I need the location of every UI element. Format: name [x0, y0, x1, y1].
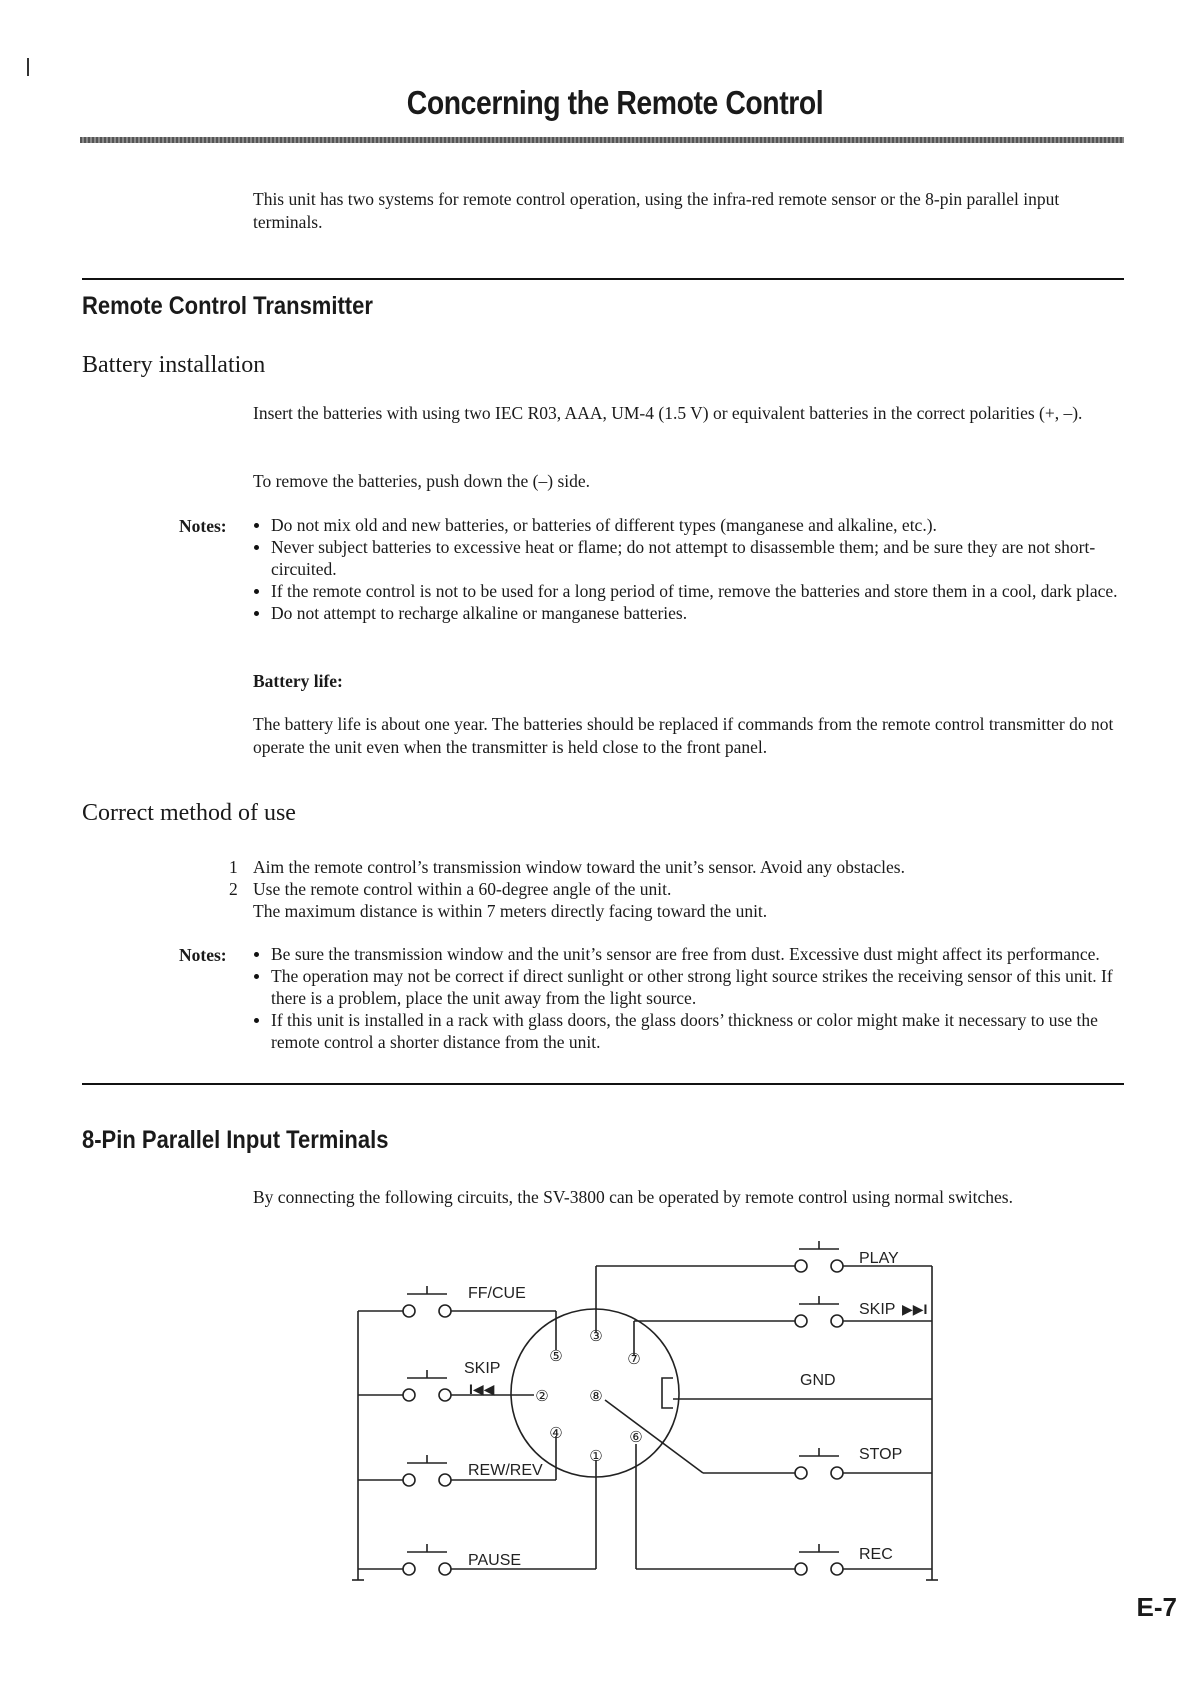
pin-5: ⑤ — [549, 1348, 563, 1365]
list-item: The operation may not be correct if direct sunlight or other strong light source strikes the receiving sensor of this unit. If there is a problem, place the unit away from the light source. — [253, 965, 1123, 1009]
battery-life-label: Battery life: — [253, 671, 343, 691]
step-note: The maximum distance is within 7 meters directly facing toward the unit. — [253, 901, 768, 921]
page-number: E-7 — [1136, 1592, 1177, 1622]
page-title: Concerning the Remote Control — [406, 84, 824, 121]
pin-7: ⑦ — [627, 1351, 641, 1368]
intro-paragraph: This unit has two systems for remote control operation, using the infra-red remote sensor or the 8-pin parallel input terminals. — [253, 189, 1060, 232]
skip-fwd-icon: ▶▶I — [902, 1301, 928, 1317]
pin-3: ③ — [589, 1328, 603, 1345]
subheading-correct-method: Correct method of use — [82, 800, 296, 826]
pin-1: ① — [589, 1448, 603, 1465]
list-item: Be sure the transmission window and the unit’s sensor are free from dust. Excessive dust might affect its performance. — [253, 943, 1123, 965]
step-item: 1 Aim the remote control’s transmission window toward the unit’s sensor. Avoid any obstacles. — [229, 857, 905, 877]
label-play: PLAY — [859, 1250, 899, 1267]
label-pause: PAUSE — [468, 1552, 522, 1569]
label-rec: REC — [859, 1546, 893, 1563]
battery-paragraph-1: Insert the batteries with using two IEC R03, AAA, UM-4 (1.5 V) or equivalent batteries in the correct polarities (+, –). — [253, 403, 1083, 423]
pin-2: ② — [535, 1388, 549, 1405]
notes-label: Notes: — [179, 945, 227, 965]
section-heading-8pin: 8-Pin Parallel Input Terminals — [82, 1126, 389, 1154]
label-skip-back: SKIP — [464, 1360, 501, 1377]
notes-label: Notes: — [179, 516, 227, 536]
connector-pins — [535, 1328, 642, 1465]
list-item: Never subject batteries to excessive heat or flame; do not attempt to disassemble them; and be sure they are not short-circuited. — [253, 536, 1123, 580]
battery-life-text: The battery life is about one year. The batteries should be replaced if commands from the remote control transmitter do not operate the unit even when the transmitter is held close to the front panel. — [253, 714, 1114, 757]
section-heading-remote-transmitter: Remote Control Transmitter — [82, 292, 373, 320]
pin-6: ⑥ — [629, 1429, 643, 1446]
switch-labels — [464, 1250, 927, 1569]
label-ff-cue: FF/CUE — [468, 1285, 526, 1302]
list-item: If the remote control is not to be used for a long period of time, remove the batteries and store them in a cool, dark place. — [253, 580, 1123, 602]
label-skip-fwd: SKIP — [859, 1301, 896, 1318]
label-gnd: GND — [800, 1372, 836, 1389]
label-stop: STOP — [859, 1446, 903, 1463]
skip-back-icon: I◀◀ — [469, 1381, 495, 1397]
subheading-battery-installation: Battery installation — [82, 352, 266, 378]
8pin-paragraph: By connecting the following circuits, the SV-3800 can be operated by remote control using normal switches. — [253, 1187, 1013, 1207]
list-item: Do not mix old and new batteries, or batteries of different types (manganese and alkaline, etc.). — [253, 514, 1123, 536]
step-item: 2 Use the remote control within a 60-degree angle of the unit. — [229, 879, 672, 899]
battery-paragraph-2: To remove the batteries, push down the (–) side. — [253, 471, 591, 491]
list-item: If this unit is installed in a rack with glass doors, the glass doors’ thickness or color might make it necessary to use the remote control a shorter distance from the unit. — [253, 1009, 1123, 1053]
connector-key — [662, 1378, 673, 1408]
list-item: Do not attempt to recharge alkaline or manganese batteries. — [253, 602, 1123, 624]
label-rew-rev: REW/REV — [468, 1462, 543, 1479]
diagram-lines — [352, 1241, 938, 1580]
pin-8: ⑧ — [589, 1388, 603, 1405]
pin-4: ④ — [549, 1425, 563, 1442]
